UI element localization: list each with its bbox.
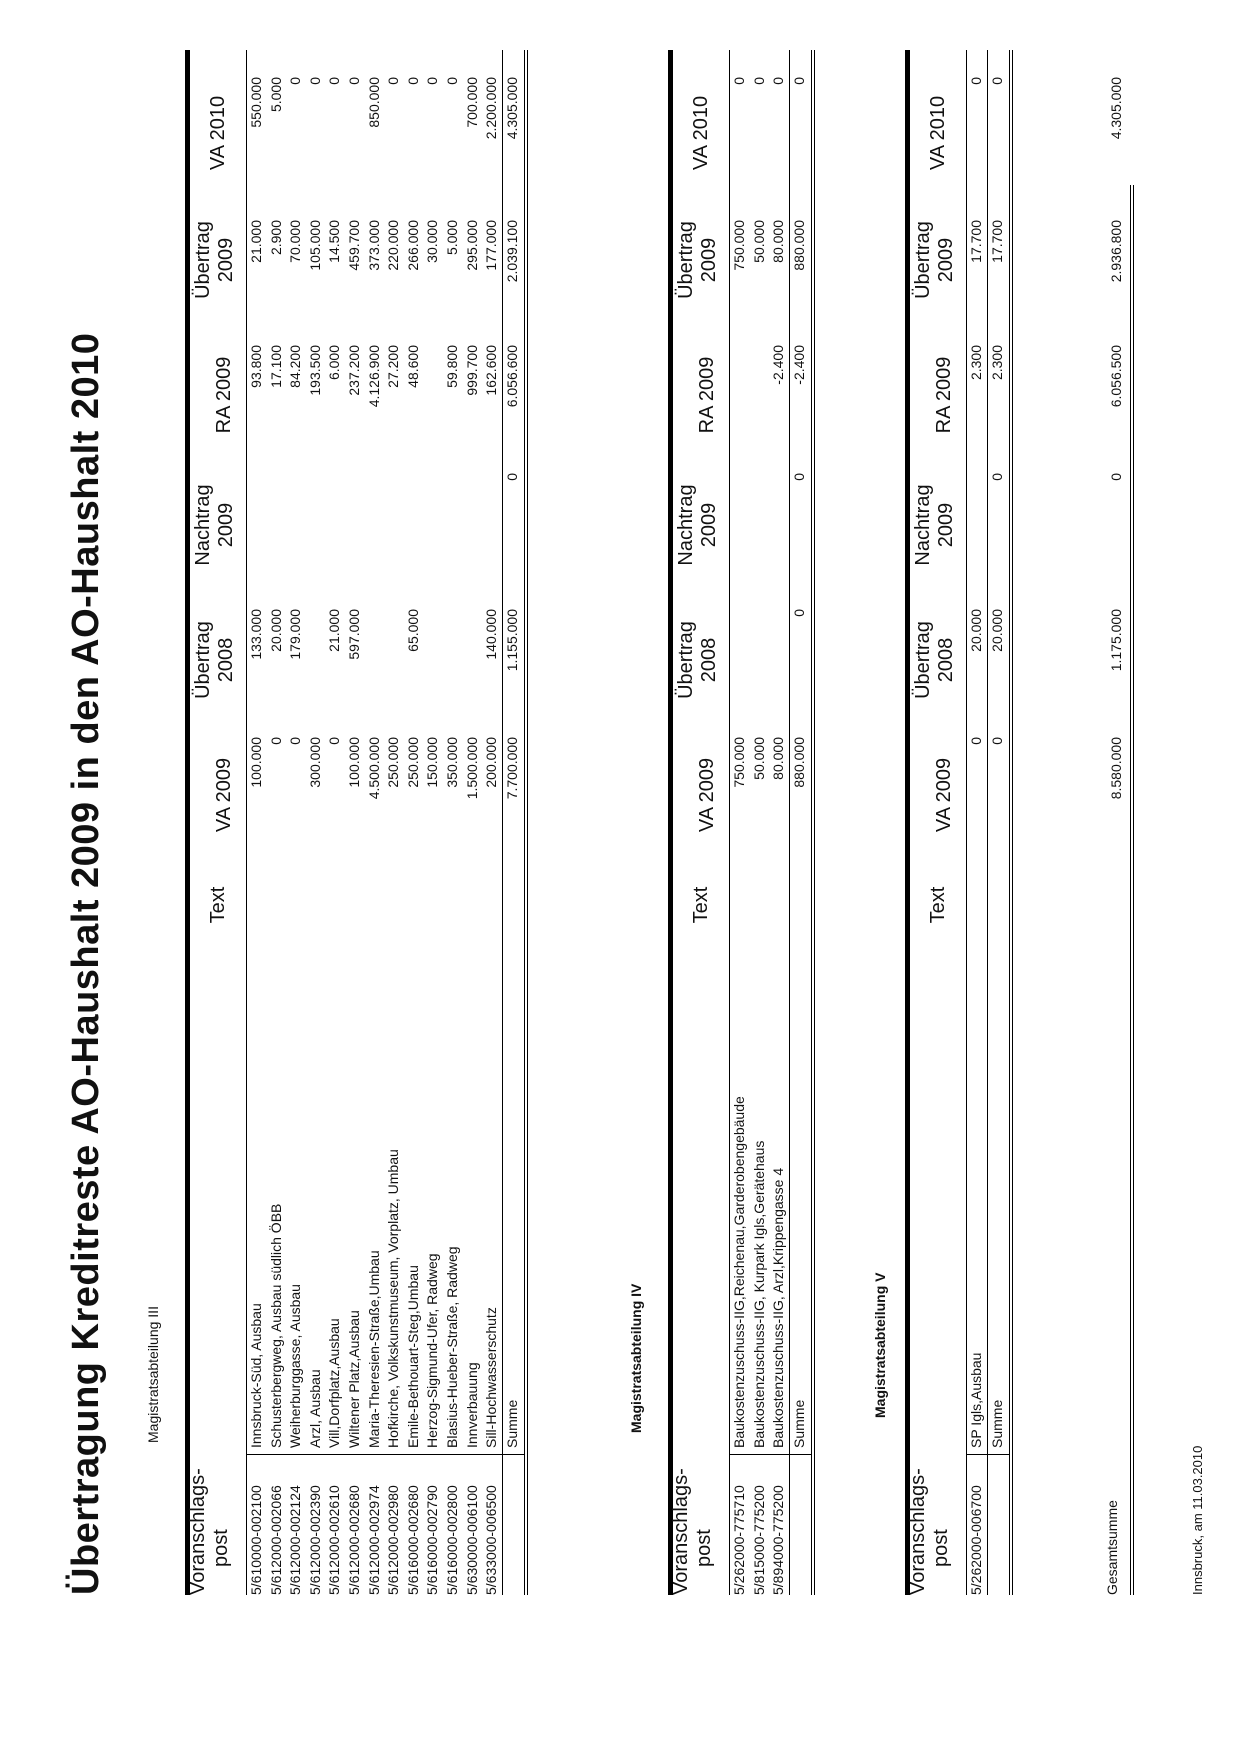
cell-u2009: 459.700 xyxy=(345,220,362,271)
cell-va2010: 0 xyxy=(770,77,787,85)
table-row xyxy=(730,50,750,1595)
cell-va2010: 0 xyxy=(385,77,402,85)
department-label: Magistratsabteilung III xyxy=(145,1306,161,1443)
cell-va2010: 550.000 xyxy=(248,77,264,128)
cell-u2009: 266.000 xyxy=(404,220,421,271)
cell-sum-va2010: 0 xyxy=(988,77,1005,85)
grand-total-va2010: 4.305.000 xyxy=(1108,77,1124,140)
header-uebertrag2008-line2: 2008 xyxy=(698,637,720,683)
cell-u2008: 20.000 xyxy=(267,609,284,652)
cell-va2009: 250.000 xyxy=(385,737,402,788)
cell-post: 5/616000-002790 xyxy=(424,1485,441,1595)
header-nachtrag2009-line2: 2009 xyxy=(215,502,237,548)
grand-total-n2009: 0 xyxy=(1108,473,1124,481)
header-post-line2: post xyxy=(693,1529,715,1567)
cell-sum-u2008: 1.155.000 xyxy=(503,609,520,672)
cell-ra2009: 84.200 xyxy=(287,345,304,388)
header-ra2009: RA 2009 xyxy=(696,356,718,434)
cell-va2010: 0 xyxy=(968,77,984,85)
cell-va2010: 0 xyxy=(287,77,304,85)
cell-va2010: 0 xyxy=(443,77,460,85)
header-post-line1: Voranschlags- xyxy=(907,1468,929,1595)
header-uebertrag2008-line2: 2008 xyxy=(935,637,957,683)
header-uebertrag2009-line2: 2009 xyxy=(215,237,237,283)
cell-text: Vill,Dorfplatz,Ausbau xyxy=(325,1318,345,1455)
grand-total-u2008: 1.175.000 xyxy=(1108,609,1124,672)
cell-post: 5/612000-002066 xyxy=(267,1485,284,1595)
cell-va2009: 100.000 xyxy=(248,737,264,788)
cell-sum-va2009: 7.700.000 xyxy=(503,737,520,800)
cell-post: 5/262000-775710 xyxy=(731,1485,747,1595)
cell-sum-ra2009: 6.056.600 xyxy=(503,345,520,408)
cell-ra2009: 17.100 xyxy=(267,345,284,388)
cell-u2008: 21.000 xyxy=(326,609,343,652)
cell-text: Baukostenzuschuss-IIG,Reichenau,Garderobengebäude xyxy=(730,1096,750,1455)
budget-table xyxy=(185,50,528,1595)
cell-post: 5/612000-002390 xyxy=(306,1485,323,1595)
table-row xyxy=(384,50,404,1595)
cell-sum-n2009: 0 xyxy=(790,473,807,481)
cell-post: 5/616000-002800 xyxy=(443,1485,460,1595)
cell-ra2009: 193.500 xyxy=(306,345,323,396)
header-ra2009: RA 2009 xyxy=(213,356,235,434)
cell-post: 5/612000-002980 xyxy=(385,1485,402,1595)
cell-ra2009: 93.800 xyxy=(248,345,264,388)
department-label: Magistratsabteilung V xyxy=(872,1272,888,1418)
cell-post: 5/616000-002680 xyxy=(404,1485,421,1595)
cell-sum-ra2009: 2.300 xyxy=(988,345,1005,381)
cell-text: Innsbruck-Süd, Ausbau xyxy=(247,1303,267,1455)
cell-sum-u2009: 2.039.100 xyxy=(503,220,520,283)
cell-u2008: 597.000 xyxy=(345,609,362,660)
table-row xyxy=(306,50,326,1595)
cell-va2009: 150.000 xyxy=(424,737,441,788)
cell-ra2009: 59.800 xyxy=(443,345,460,388)
table-row xyxy=(247,50,267,1595)
cell-u2009: 220.000 xyxy=(385,220,402,271)
cell-post: 5/612000-002974 xyxy=(365,1485,382,1595)
grand-total-va2009: 8.580.000 xyxy=(1108,737,1124,800)
table-row xyxy=(443,50,463,1595)
table-row xyxy=(769,50,789,1595)
cell-u2009: 14.500 xyxy=(326,220,343,263)
header-post-line2: post xyxy=(210,1529,232,1567)
table-row xyxy=(267,50,287,1595)
header-uebertrag2009-line1: Übertrag xyxy=(192,221,214,299)
cell-text: Weiherburggasse, Ausbau xyxy=(286,1284,306,1455)
cell-u2009: 30.000 xyxy=(424,220,441,263)
cell-u2008: 179.000 xyxy=(287,609,304,660)
cell-text: SP Igls,Ausbau xyxy=(967,1353,987,1455)
cell-sum-n2009: 0 xyxy=(503,473,520,481)
cell-post: 5/612000-002124 xyxy=(287,1485,304,1595)
cell-u2009: 373.000 xyxy=(365,220,382,271)
cell-va2009: 0 xyxy=(326,737,343,745)
cell-va2009: 0 xyxy=(287,737,304,745)
grand-total-ra2009: 6.056.500 xyxy=(1108,345,1124,408)
cell-sum-label: Summe xyxy=(988,1400,1009,1455)
header-uebertrag2008-line2: 2008 xyxy=(215,637,237,683)
header-nachtrag2009-line1: Nachtrag xyxy=(192,484,214,566)
cell-post: 5/894000-775200 xyxy=(770,1485,787,1595)
header-nachtrag2009-line2: 2009 xyxy=(935,502,957,548)
cell-u2009: 2.900 xyxy=(267,220,284,256)
cell-va2010: 700.000 xyxy=(463,77,480,128)
cell-text: Arzl, Ausbau xyxy=(306,1369,326,1455)
cell-va2010: 0 xyxy=(750,77,767,85)
cell-post: 5/630000-006100 xyxy=(463,1485,480,1595)
cell-va2010: 0 xyxy=(345,77,362,85)
header-post-line1: Voranschlags- xyxy=(670,1468,692,1595)
cell-sum-va2010: 0 xyxy=(790,77,807,85)
cell-u2008: 65.000 xyxy=(404,609,421,652)
cell-u2009: 80.000 xyxy=(770,220,787,263)
cell-text: Hofkirche, Volkskunstmuseum, Vorplatz, Umbau xyxy=(384,1149,404,1455)
cell-sum-u2008: 0 xyxy=(790,609,807,617)
header-text: Text xyxy=(927,886,949,924)
cell-sum-u2009: 17.700 xyxy=(988,220,1005,263)
header-va2010: VA 2010 xyxy=(207,95,229,171)
cell-va2009: 0 xyxy=(968,737,984,745)
cell-text: Schusterbergweg, Ausbau südlich ÖBB xyxy=(267,1204,287,1455)
cell-sum-u2009: 880.000 xyxy=(790,220,807,271)
sum-row xyxy=(502,50,528,1595)
cell-va2009: 750.000 xyxy=(731,737,747,788)
table-row xyxy=(286,50,306,1595)
header-uebertrag2008-line1: Übertrag xyxy=(912,621,934,699)
header-va2009: VA 2009 xyxy=(213,757,235,833)
cell-ra2009: 6.000 xyxy=(326,345,343,381)
cell-va2010: 2.200.000 xyxy=(483,77,500,140)
cell-text: Wiltener Platz,Ausbau xyxy=(345,1310,365,1455)
cell-u2009: 50.000 xyxy=(750,220,767,263)
cell-sum-u2008: 20.000 xyxy=(988,609,1005,652)
table-row xyxy=(345,50,365,1595)
cell-ra2009: 162.600 xyxy=(483,345,500,396)
budget-table xyxy=(668,50,815,1595)
cell-ra2009: 4.126.900 xyxy=(365,345,382,408)
cell-u2008: 20.000 xyxy=(968,609,984,652)
table-row xyxy=(967,50,987,1595)
sum-row xyxy=(987,50,1013,1595)
cell-text: Maria-Theresien-Straße,Umbau xyxy=(365,1250,385,1455)
cell-u2008: 140.000 xyxy=(483,609,500,660)
cell-va2009: 50.000 xyxy=(750,737,767,780)
cell-text: Baukostenzuschuss-IIG, Kurpark Igls,Gerätehaus xyxy=(750,1141,770,1455)
cell-va2010: 0 xyxy=(404,77,421,85)
cell-va2009: 250.000 xyxy=(404,737,421,788)
cell-text: Baukostenzuschuss-IIG, Arzl,Krippengasse 4 xyxy=(769,1168,789,1455)
department-label: Magistratsabteilung IV xyxy=(628,1283,644,1433)
cell-u2009: 21.000 xyxy=(248,220,264,263)
cell-ra2009: 2.300 xyxy=(968,345,984,381)
document-title: Übertragung Kreditreste AO-Haushalt 2009 in den AO-Haushalt 2010 xyxy=(65,332,107,1595)
cell-text: Blasius-Hueber-Straße, Radweg xyxy=(443,1246,463,1455)
cell-post: 5/612000-002610 xyxy=(326,1485,343,1595)
cell-ra2009: 27.200 xyxy=(385,345,402,388)
header-va2009: VA 2009 xyxy=(933,757,955,833)
cell-ra2009: 237.200 xyxy=(345,345,362,396)
cell-sum-va2009: 880.000 xyxy=(790,737,807,788)
cell-va2010: 0 xyxy=(306,77,323,85)
cell-post: 5/633000-006500 xyxy=(483,1485,500,1595)
table-row xyxy=(482,50,502,1595)
cell-post: 5/610000-002100 xyxy=(248,1485,264,1595)
table-row xyxy=(404,50,424,1595)
header-uebertrag2009-line2: 2009 xyxy=(698,237,720,283)
header-nachtrag2009-line1: Nachtrag xyxy=(912,484,934,566)
header-va2010: VA 2010 xyxy=(927,95,949,171)
cell-u2008: 133.000 xyxy=(248,609,264,660)
cell-va2009: 350.000 xyxy=(443,737,460,788)
cell-va2009: 0 xyxy=(267,737,284,745)
cell-u2009: 750.000 xyxy=(731,220,747,271)
cell-text: Sill-Hochwasserschutz xyxy=(482,1307,502,1455)
cell-text: Herzog-Sigmund-Ufer, Radweg xyxy=(423,1253,443,1455)
cell-ra2009: 999.700 xyxy=(463,345,480,396)
table-row xyxy=(365,50,385,1595)
header-uebertrag2009-line1: Übertrag xyxy=(912,221,934,299)
header-text: Text xyxy=(207,886,229,924)
header-text: Text xyxy=(690,886,712,924)
header-uebertrag2008-line1: Übertrag xyxy=(675,621,697,699)
cell-va2009: 300.000 xyxy=(306,737,323,788)
cell-va2009: 200.000 xyxy=(483,737,500,788)
grand-total-u2009: 2.936.800 xyxy=(1108,220,1124,283)
table-row xyxy=(750,50,770,1595)
table-header xyxy=(185,50,247,1595)
cell-u2009: 17.700 xyxy=(968,220,984,263)
cell-post: 5/815000-775200 xyxy=(750,1485,767,1595)
cell-va2010: 0 xyxy=(731,77,747,85)
header-nachtrag2009-line1: Nachtrag xyxy=(675,484,697,566)
cell-u2009: 70.000 xyxy=(287,220,304,263)
cell-u2009: 295.000 xyxy=(463,220,480,271)
cell-sum-n2009: 0 xyxy=(988,473,1005,481)
cell-u2009: 105.000 xyxy=(306,220,323,271)
header-va2010: VA 2010 xyxy=(690,95,712,171)
table-header xyxy=(668,50,730,1595)
header-nachtrag2009-line2: 2009 xyxy=(698,502,720,548)
cell-va2009: 80.000 xyxy=(770,737,787,780)
cell-va2009: 1.500.000 xyxy=(463,737,480,800)
sum-row xyxy=(789,50,815,1595)
cell-u2009: 5.000 xyxy=(443,220,460,256)
cell-text: Innverbauung xyxy=(463,1362,483,1455)
cell-sum-va2010: 4.305.000 xyxy=(503,77,520,140)
cell-sum-va2009: 0 xyxy=(988,737,1005,745)
cell-va2009: 4.500.000 xyxy=(365,737,382,800)
cell-text: Emile-Bethouart-Steg,Umbau xyxy=(404,1265,424,1455)
header-uebertrag2009-line1: Übertrag xyxy=(675,221,697,299)
cell-post: 5/262000-006700 xyxy=(968,1485,984,1595)
cell-post: 5/612000-002680 xyxy=(345,1485,362,1595)
cell-va2010: 0 xyxy=(424,77,441,85)
footer-date: Innsbruck, am 11.03.2010 xyxy=(1190,1445,1205,1595)
header-ra2009: RA 2009 xyxy=(933,356,955,434)
cell-sum-label: Summe xyxy=(503,1400,524,1455)
table-row xyxy=(463,50,483,1595)
cell-va2010: 5.000 xyxy=(267,77,284,113)
grand-total-row xyxy=(1100,77,1134,1595)
header-uebertrag2008-line1: Übertrag xyxy=(192,621,214,699)
cell-va2010: 850.000 xyxy=(365,77,382,128)
table-row xyxy=(325,50,345,1595)
header-uebertrag2009-line2: 2009 xyxy=(935,237,957,283)
budget-table xyxy=(905,50,1013,1595)
cell-ra2009: -2.400 xyxy=(770,345,787,385)
cell-sum-label: Summe xyxy=(790,1400,811,1455)
header-post-line2: post xyxy=(930,1529,952,1567)
header-va2009: VA 2009 xyxy=(696,757,718,833)
cell-va2009: 100.000 xyxy=(345,737,362,788)
cell-va2010: 0 xyxy=(326,77,343,85)
cell-u2009: 177.000 xyxy=(483,220,500,271)
grand-total-label: Gesamtsumme xyxy=(1104,1500,1120,1595)
header-post-line1: Voranschlags- xyxy=(187,1468,209,1595)
table-header xyxy=(905,50,967,1595)
cell-ra2009: 48.600 xyxy=(404,345,421,388)
table-row xyxy=(423,50,443,1595)
cell-sum-ra2009: -2.400 xyxy=(790,345,807,385)
